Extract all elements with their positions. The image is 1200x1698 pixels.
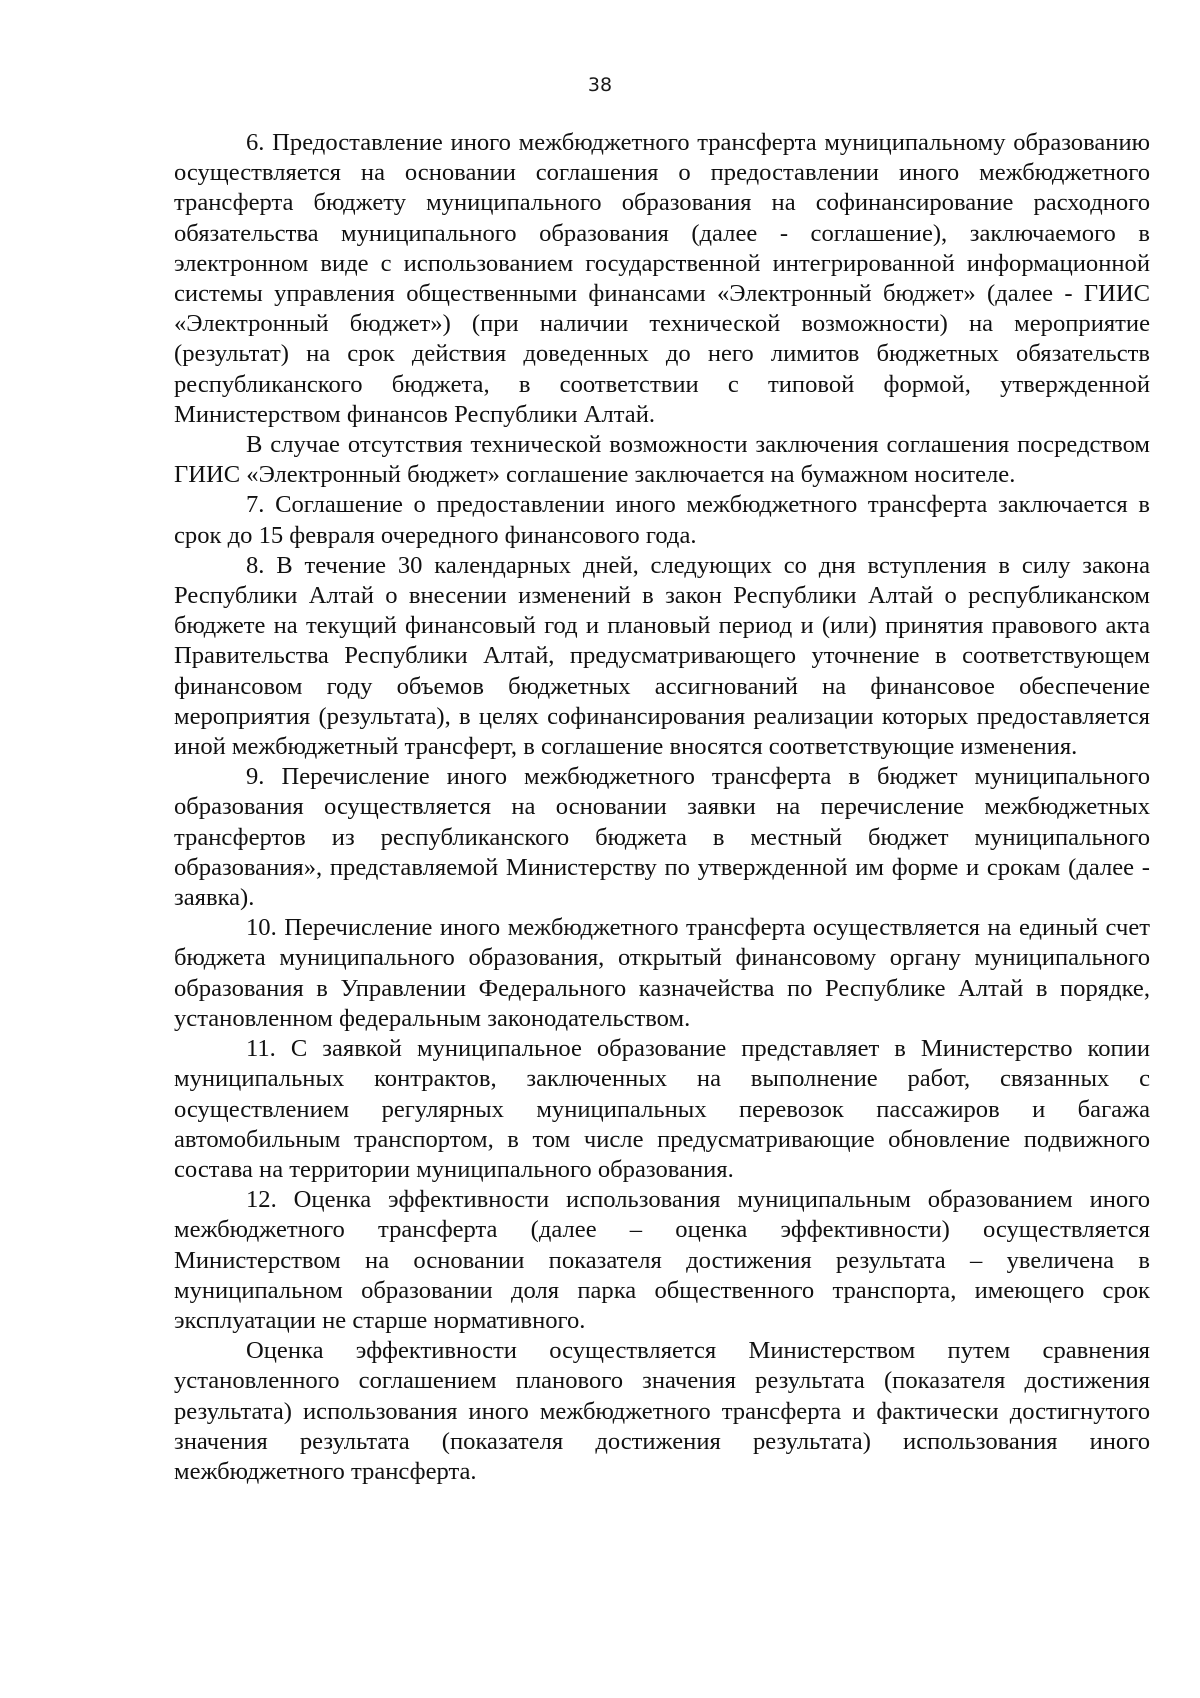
paragraph-11: 11. С заявкой муниципальное образование представляет в Министерство копии муниципальных контрактов, заключенных на выполнение работ, связанных с осуществлением регулярных муниципальных перевозок пассажиров и багажа автомобильным транспортом, в том числе предусматривающие обновление подвижного состава на территории муниципального образования. — [174, 1035, 1150, 1183]
paragraph-12: 12. Оценка эффективности использования муниципальным образованием иного межбюджетного трансферта (далее – оценка эффективности) осуществляется Министерством на основании показателя достижения результата – увеличена в муниципальном образовании доля парка общественного транспорта, имеющего срок эксплуатации не старше нормативного. — [174, 1186, 1150, 1334]
paragraph-8: 8. В течение 30 календарных дней, следующих со дня вступления в силу закона Республики Алтай о внесении изменений в закон Республики Алтай о республиканском бюджете на текущий финансовый год и плановый период и (или) принятия правового акта Правительства Республики Алтай, предусматривающего уточнение в соответствующем финансовом году объемов бюджетных ассигнований на финансовое обеспечение мероприятия (результата), в целях софинансирования реализации которых предоставляется иной межбюджетный трансферт, в соглашение вносятся соответствующие изменения. — [174, 551, 1150, 761]
paragraph-10: 10. Перечисление иного межбюджетного трансферта осуществляется на единый счет бюджета муниципального образования, открытый финансовому органу муниципального образования в Управлении Федерального казначейства по Республике Алтай в порядке, установленном федеральным законодательством. — [174, 914, 1150, 1032]
document-body — [174, 128, 1150, 1487]
paragraph-12-evaluation: Оценка эффективности осуществляется Министерством путем сравнения установленного соглашением планового значения результата (показателя достижения результата) использования иного межбюджетного трансферта и фактически достигнутого значения результата (показателя достижения результата) использования иного межбюджетного трансферта. — [174, 1337, 1150, 1485]
paragraph-7: 7. Соглашение о предоставлении иного межбюджетного трансферта заключается в срок до 15 февраля очередного финансового года. — [174, 491, 1150, 549]
paragraph-6: 6. Предоставление иного межбюджетного трансферта муниципальному образованию осуществляется на основании соглашения о предоставлении иного межбюджетного трансферта бюджету муниципального образования на софинансирование расходного обязательства муниципального образования (далее - соглашение), заключаемого в электронном виде с использованием государственной интегрированной информационной системы управления общественными финансами «Электронный бюджет» (далее - ГИИС «Электронный бюджет») (при наличии технической возможности) на мероприятие (результат) на срок действия доведенных до него лимитов бюджетных обязательств республиканского бюджета, в соответствии с типовой формой, утвержденной Министерством финансов Республики Алтай. — [174, 129, 1150, 428]
paragraph-9: 9. Перечисление иного межбюджетного трансферта в бюджет муниципального образования осуществляется на основании заявки на перечисление межбюджетных трансфертов из республиканского бюджета в местный бюджет муниципального образования», представляемой Министерству по утвержденной им форме и срокам (далее - заявка). — [174, 763, 1150, 912]
paragraph-6-note: В случае отсутствия технической возможности заключения соглашения посредством ГИИС «Электронный бюджет» соглашение заключается на бумажном носителе. — [174, 431, 1150, 489]
page-number: 38 — [587, 74, 613, 96]
